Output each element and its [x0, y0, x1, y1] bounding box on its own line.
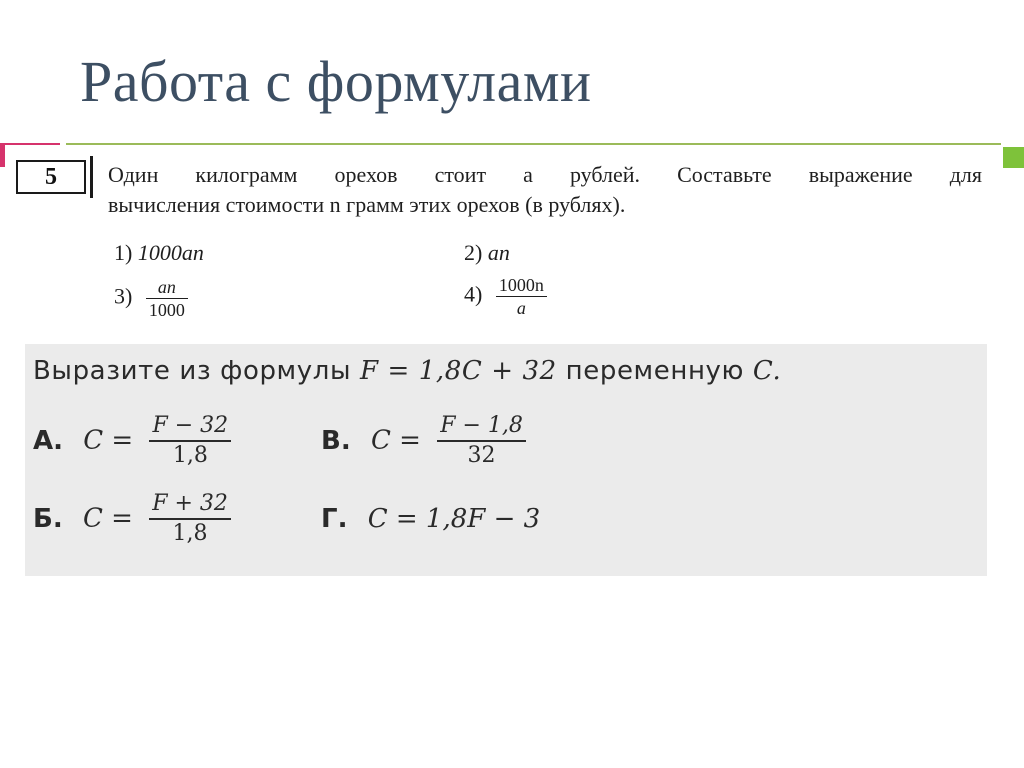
option-4-denominator: a	[516, 298, 526, 318]
answer-a-fraction	[149, 412, 231, 470]
task-5-block	[0, 150, 1024, 340]
prompt-end: переменную	[565, 356, 745, 386]
option-1-expr: 1000an	[137, 240, 204, 265]
option-1[interactable]	[114, 240, 204, 266]
answer-v-lhs: C =	[370, 425, 421, 456]
answer-b-fraction	[149, 490, 231, 548]
prompt-start: Выразите из формулы	[33, 356, 352, 386]
prompt-variable: C.	[752, 356, 782, 386]
answer-g[interactable]	[321, 504, 540, 534]
answer-a-lhs: C =	[83, 425, 134, 456]
answer-g-letter: Г.	[321, 504, 348, 534]
prompt-formula: F = 1,8C + 32	[359, 356, 557, 386]
option-2-label: 2)	[464, 240, 483, 265]
option-1-label: 1)	[114, 240, 133, 265]
option-2[interactable]	[464, 240, 510, 266]
answer-b[interactable]	[33, 490, 231, 548]
option-3-denominator: 1000	[148, 300, 185, 320]
option-4-label: 4)	[464, 281, 483, 307]
answer-a-numerator: F − 32	[149, 412, 231, 442]
slide-title: Работа с формулами	[80, 49, 592, 114]
option-4[interactable]	[464, 274, 547, 319]
title-rule	[66, 143, 1001, 145]
answer-v-numerator: F − 1,8	[437, 412, 526, 442]
answer-v-fraction	[437, 412, 526, 470]
answer-b-letter: Б.	[33, 503, 63, 534]
answer-a-letter: А.	[33, 425, 63, 456]
task-question-line-2: вычисления стоимости n грамм этих орехов (в рублях).	[108, 192, 626, 217]
option-2-expr: an	[487, 240, 510, 265]
answer-v-denominator: 32	[467, 443, 496, 468]
answer-v[interactable]	[321, 412, 526, 470]
answer-b-lhs: C =	[82, 503, 133, 534]
option-3[interactable]	[114, 276, 188, 321]
answer-a[interactable]	[33, 412, 231, 470]
option-3-fraction	[146, 276, 188, 321]
option-3-label: 3)	[114, 283, 133, 309]
title-rule-accent	[0, 143, 60, 145]
option-4-numerator: 1000n	[496, 274, 547, 297]
task-question-line-1: Один килограмм орехов стоит a рублей. Составьте выражение для	[108, 162, 982, 187]
option-4-fraction	[496, 274, 547, 319]
answer-b-numerator: F + 32	[149, 490, 231, 520]
option-3-numerator: an	[146, 276, 188, 299]
answer-g-expr: C = 1,8F − 3	[367, 504, 541, 534]
answer-v-letter: В.	[321, 425, 351, 456]
task-number-bar	[90, 156, 93, 198]
answer-a-denominator: 1,8	[172, 443, 208, 468]
answer-b-denominator: 1,8	[172, 521, 208, 546]
task-number-box: 5	[16, 160, 86, 194]
formula-task-prompt	[33, 356, 781, 386]
formula-task-block	[25, 344, 987, 576]
